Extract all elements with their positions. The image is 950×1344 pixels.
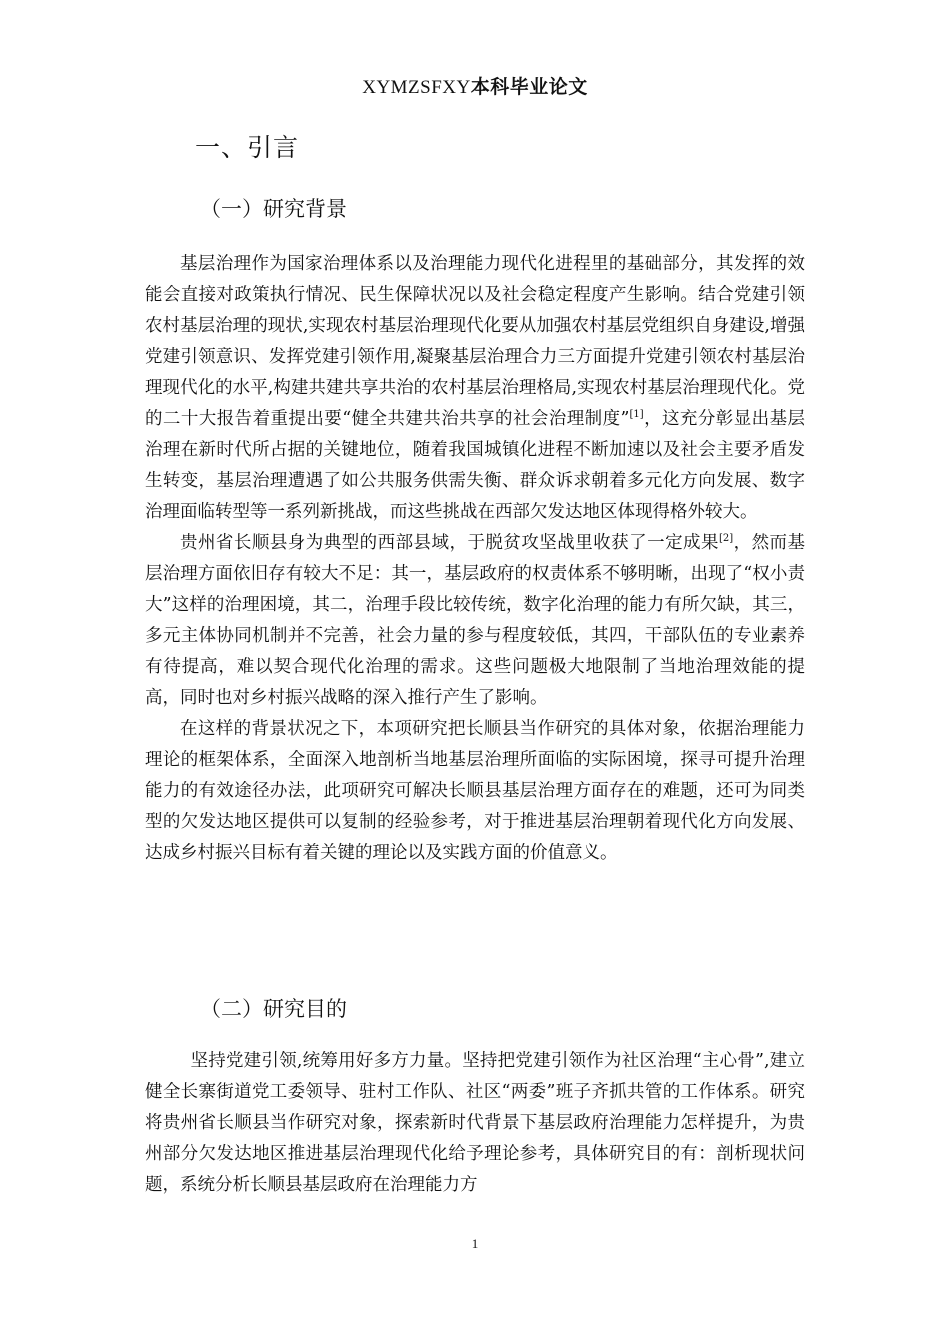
header-school-code: XYMZSFXY: [362, 77, 471, 98]
citation-ref: [1]: [629, 409, 644, 421]
subsection-heading-background: （一）研究背景: [200, 197, 347, 221]
purpose-body: [145, 1046, 805, 1201]
paragraph: 坚持党建引领,统筹用好多方力量。坚持把党建引领作为社区治理“主心骨”,建立健全长寨街道党工委领导、驻村工作队、社区“两委”班子齐抓共管的工作体系。研究将贵州省长顺县当作研究对象，探索新时代背景下基层政府治理能力怎样提升，为贵州部分欠发达地区推进基层治理现代化给予理论参考，具体研究目的有：剖析现状问题，系统分析长顺县基层政府在治理能力方: [145, 1051, 805, 1195]
paragraph: [145, 249, 805, 528]
paragraph: [145, 528, 805, 714]
section-heading-introduction: 一、引言: [195, 133, 300, 162]
background-body: [145, 249, 805, 869]
citation-ref: [2]: [718, 533, 734, 545]
paragraph: 在这样的背景状况之下，本项研究把长顺县当作研究的具体对象，依据治理能力理论的框架体系，全面深入地剖析当地基层治理所面临的实际困境，探寻可提升治理能力的有效途径办法，此项研究可解决长顺县基层治理方面存在的难题，还可为同类型的欠发达地区提供可以复制的经验参考，对于推进基层治理朝着现代化方向发展、达成乡村振兴目标有着关键的理论以及实践方面的价值意义。: [145, 719, 805, 863]
paragraph-text: ，这充分彰显出基层治理在新时代所占据的关键地位，随着我国城镇化进程不断加速以及社会主要矛盾发生转变，基层治理遭遇了如公共服务供需失衡、群众诉求朝着多元化方向发展、数字治理面临转型等一系列新挑战，而这些挑战在西部欠发达地区体现得格外较大。: [145, 409, 805, 522]
page-number: 1: [471, 1236, 479, 1251]
paragraph-text: 基层治理作为国家治理体系以及治理能力现代化进程里的基础部分，其发挥的效能会直接对政策执行情况、民生保障状况以及社会稳定程度产生影响。结合党建引领农村基层治理的现状,实现农村基层治理现代化要从加强农村基层党组织自身建设,增强党建引领意识、发挥党建引领作用,凝聚基层治理合力三方面提升党建引领农村基层治理现代化的水平,构建共建共享共治的农村基层治理格局,实现农村基层治理现代化。党的二十大报告着重提出要“健全共建共治共享的社会治理制度”: [145, 254, 805, 429]
subsection-heading-purpose: （二）研究目的: [200, 997, 347, 1021]
paragraph-text: ，然而基层治理方面依旧存有较大不足：其一，基层政府的权责体系不够明晰，出现了“权小责大”这样的治理困境，其二，治理手段比较传统，数字化治理的能力有所欠缺，其三，多元主体协同机制并不完善，社会力量的参与程度较低，其四，干部队伍的专业素养有待提高，难以契合现代化治理的需求。这些问题极大地限制了当地治理效能的提高，同时也对乡村振兴战略的深入推行产生了影响。: [145, 533, 806, 708]
running-header: [0, 72, 950, 99]
header-thesis-label: 本科毕业论文: [470, 76, 588, 98]
paragraph-text: 贵州省长顺县身为典型的西部县域，于脱贫攻坚战里收获了一定成果: [180, 533, 719, 553]
